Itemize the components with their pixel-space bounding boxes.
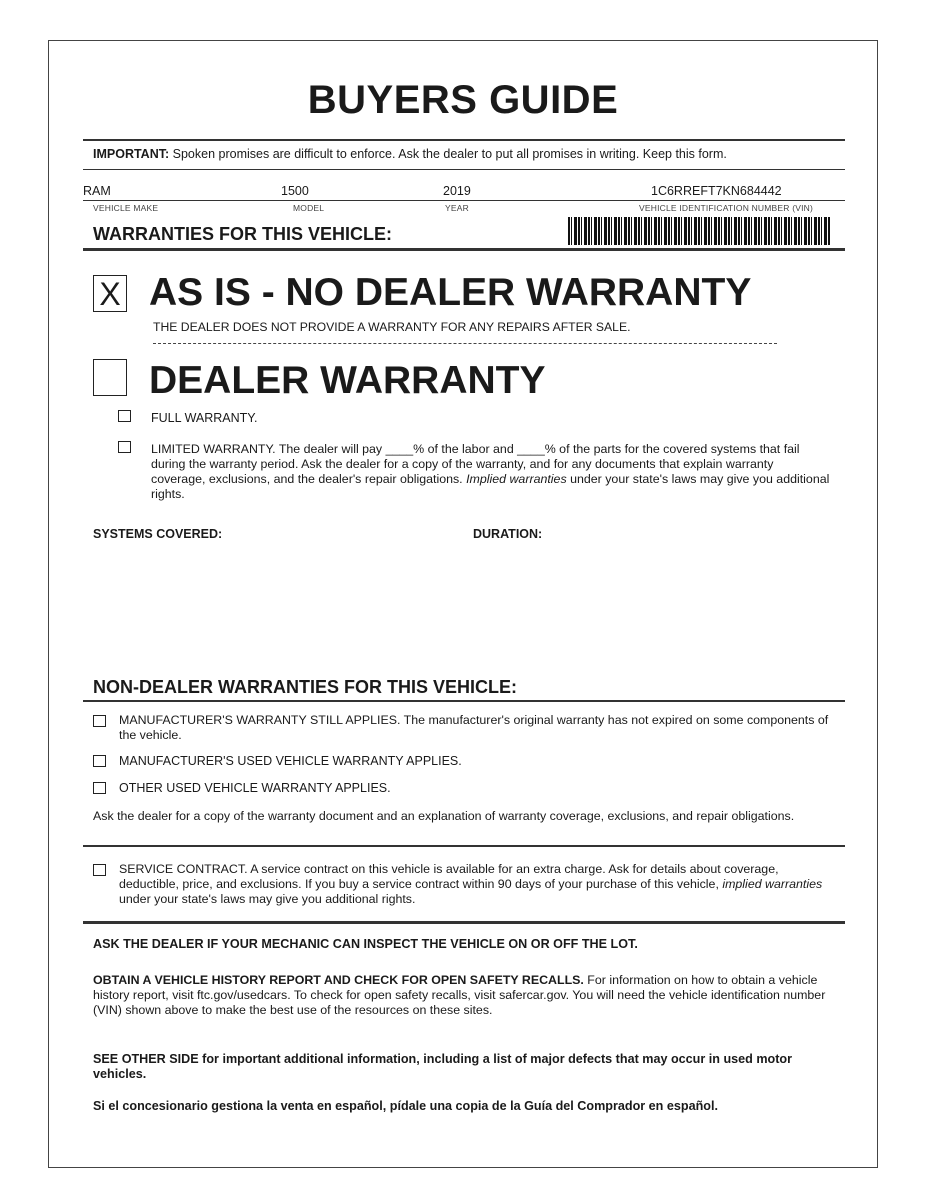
vehicle-vin-label: VEHICLE IDENTIFICATION NUMBER (VIN) (639, 203, 814, 213)
divider (83, 139, 845, 141)
service-contract-text (119, 862, 841, 907)
non-dealer-note: Ask the dealer for a copy of the warranty document and an explanation of warranty coverage, exclusions, and repair obligations. (93, 809, 795, 823)
vehicle-model: 1500 (281, 184, 309, 198)
divider (83, 248, 845, 251)
history-report-text: For information on how to obtain a vehicle history report, visit ftc.gov/usedcars. To check for open safety recalls, visit safercar.gov. You will need the vehicle identification number (VIN) shown above to make the best use of the resources on these sites. (93, 973, 826, 1017)
important-notice (93, 147, 727, 161)
manufacturer-warranty-label: MANUFACTURER'S WARRANTY STILL APPLIES. The manufacturer's original warranty has not expired on some components of the vehicle. (119, 713, 829, 742)
vehicle-make-label: VEHICLE MAKE (93, 203, 159, 213)
divider (83, 200, 845, 201)
as-is-heading: AS IS - NO DEALER WARRANTY (149, 271, 752, 314)
limited-warranty-checkbox[interactable] (118, 441, 131, 453)
page-title: BUYERS GUIDE (307, 78, 619, 122)
vin-barcode (568, 217, 830, 245)
limited-warranty-text (151, 442, 831, 502)
limited-warranty-tail: under your state's laws may give you additional rights. (151, 472, 830, 501)
limited-warranty-italic: Implied warranties (466, 472, 567, 486)
vehicle-year-label: YEAR (445, 203, 469, 213)
divider (83, 921, 845, 924)
important-label: IMPORTANT: (93, 147, 170, 161)
dealer-warranty-heading: DEALER WARRANTY (149, 359, 546, 402)
limited-warranty-body: LIMITED WARRANTY. The dealer will pay ____% of the labor and ____% of the parts for the covered systems that fail during the warranty period. Ask the dealer for a copy of the warranty, and for any documents that explain warranty coverage, exclusions, and the dealer's repair obligations. (151, 442, 800, 486)
duration-label: DURATION: (473, 527, 543, 541)
other-used-warranty-label: OTHER USED VEHICLE WARRANTY APPLIES. (119, 781, 391, 795)
vehicle-vin: 1C6RREFT7KN684442 (651, 184, 782, 198)
service-contract-body: SERVICE CONTRACT. A service contract on this vehicle is available for an extra charge. Ask for details about coverage, deductible, price, and exclusions. If you buy a service contract within 90 days of your purchase of this vehicle, (119, 862, 779, 891)
divider (83, 700, 845, 702)
as-is-subtext: THE DEALER DOES NOT PROVIDE A WARRANTY FOR ANY REPAIRS AFTER SALE. (153, 320, 631, 334)
warranties-heading: WARRANTIES FOR THIS VEHICLE: (93, 224, 393, 244)
other-used-warranty-checkbox[interactable] (93, 782, 106, 794)
mechanic-inspection-note: ASK THE DEALER IF YOUR MECHANIC CAN INSPECT THE VEHICLE ON OR OFF THE LOT. (93, 937, 638, 951)
service-contract-checkbox[interactable] (93, 864, 106, 876)
service-contract-italic: implied warranties (722, 877, 823, 891)
dealer-warranty-checkbox[interactable] (93, 359, 127, 396)
dashed-divider (153, 343, 777, 344)
vehicle-make: RAM (83, 184, 111, 198)
full-warranty-label: FULL WARRANTY. (151, 411, 258, 425)
non-dealer-heading: NON-DEALER WARRANTIES FOR THIS VEHICLE: (93, 677, 518, 697)
spanish-note: Si el concesionario gestiona la venta en español, pídale una copia de la Guía del Comprador en español. (93, 1099, 718, 1113)
systems-covered-label: SYSTEMS COVERED: (93, 527, 223, 541)
vehicle-year: 2019 (443, 184, 471, 198)
history-report-heading: OBTAIN A VEHICLE HISTORY REPORT AND CHECK FOR OPEN SAFETY RECALLS. (93, 973, 584, 987)
service-contract-tail: under your state's laws may give you additional rights. (119, 892, 416, 906)
buyers-guide-form (48, 40, 878, 1168)
manufacturer-used-warranty-label: MANUFACTURER'S USED VEHICLE WARRANTY APPLIES. (119, 754, 462, 768)
divider (83, 845, 845, 847)
manufacturer-warranty-checkbox[interactable] (93, 715, 106, 727)
history-report-note (93, 973, 835, 1018)
vehicle-model-label: MODEL (293, 203, 325, 213)
important-text: Spoken promises are difficult to enforce. Ask the dealer to put all promises in writing. Keep this form. (172, 147, 727, 161)
full-warranty-checkbox[interactable] (118, 410, 131, 422)
divider (83, 169, 845, 170)
manufacturer-used-warranty-checkbox[interactable] (93, 755, 106, 767)
as-is-checkbox[interactable] (93, 275, 127, 312)
as-is-check-mark: X (99, 276, 121, 312)
other-side-note: SEE OTHER SIDE for important additional information, including a list of major defects that may occur in used motor vehicles. (93, 1052, 793, 1081)
